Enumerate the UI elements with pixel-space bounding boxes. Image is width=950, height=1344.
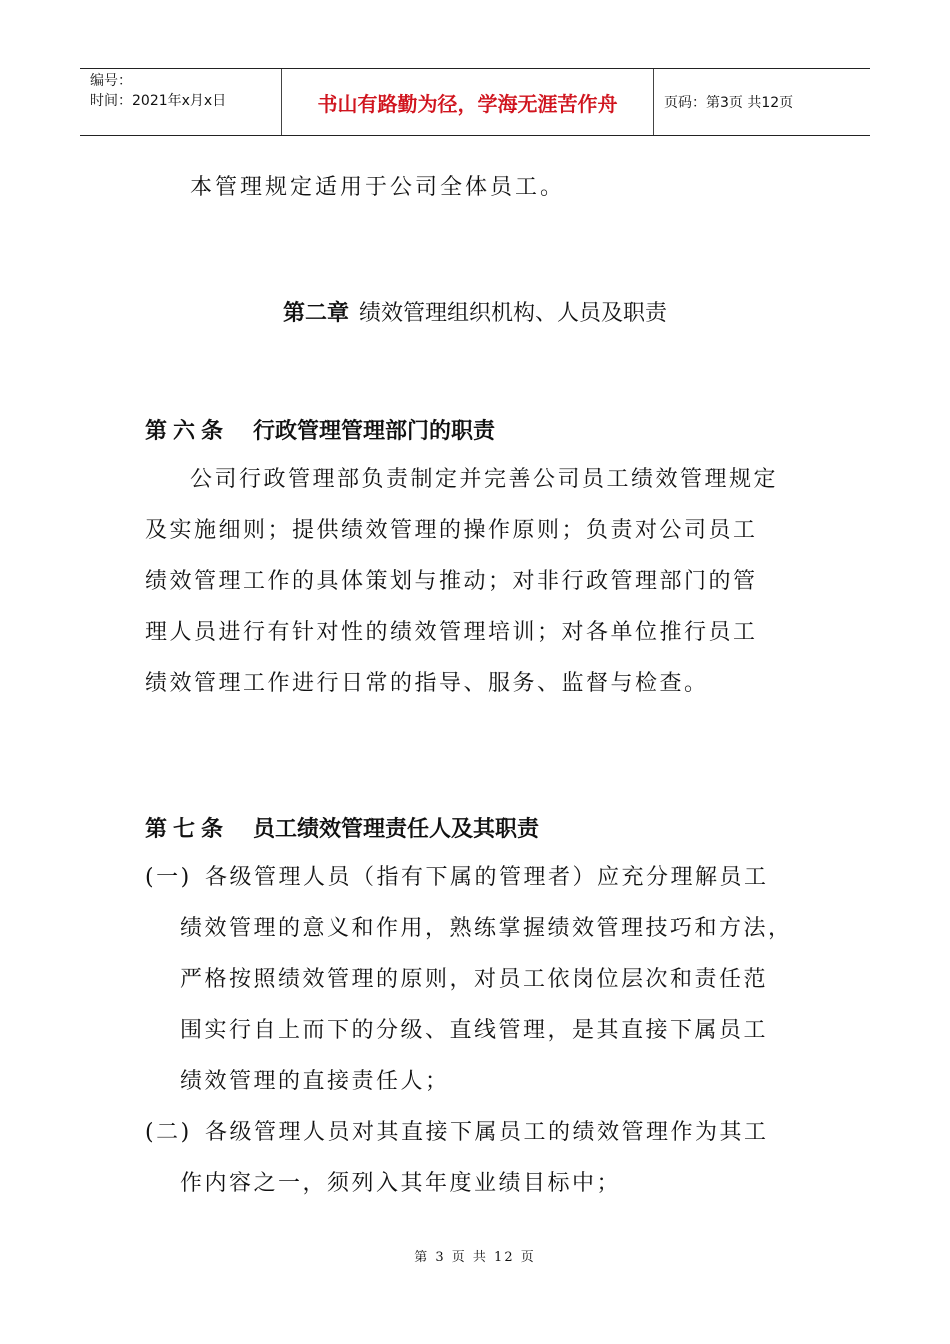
article-7-label: 第七条 (145, 817, 230, 842)
header-table (80, 68, 870, 136)
chapter-title: 绩效管理组织机构、人员及职责 (359, 301, 668, 326)
item-text: 各级管理人员（指有下属的管理者）应充分理解员工 (205, 865, 769, 890)
article-7-body (145, 852, 825, 1209)
article-6-line: 理人员进行有针对性的绩效管理培训；对各单位推行员工 (145, 620, 758, 645)
article-6-label: 第六条 (145, 419, 230, 444)
article-6-title: 行政管理管理部门的职责 (253, 419, 496, 444)
item-number: (二) (145, 1120, 192, 1145)
article-6-line: 绩效管理工作进行日常的指导、服务、监督与检查。 (145, 671, 709, 696)
article-7-title: 员工绩效管理责任人及其职责 (253, 817, 540, 842)
article-7-item-1-line: 严格按照绩效管理的原则，对员工依岗位层次和责任范 (180, 967, 769, 992)
header-page-info: 页码：第3页 共12页 (664, 95, 794, 111)
article-6-line: 绩效管理工作的具体策划与推动；对非行政管理部门的管 (145, 569, 758, 594)
article-7-item-1-line: 绩效管理的意义和作用，熟练掌握绩效管理技巧和方法， (180, 916, 793, 941)
header-motto: 书山有路勤为径，学海无涯苦作舟 (282, 69, 654, 135)
article-7-item-2-line: 作内容之一，须列入其年度业绩目标中； (180, 1171, 622, 1196)
document-number-label: 编号： (90, 73, 132, 89)
article-7-heading (145, 812, 539, 843)
article-7-item-1-first-line (145, 852, 825, 903)
article-6-line: 及实施细则；提供绩效管理的操作原则；负责对公司员工 (145, 518, 758, 543)
page-footer: 第 3 页 共 12 页 (414, 1250, 536, 1265)
item-text: 各级管理人员对其直接下属员工的绩效管理作为其工 (205, 1120, 769, 1145)
document-date: 时间：2021年x月x日 (90, 93, 227, 109)
article-6-heading (145, 414, 495, 445)
intro-paragraph: 本管理规定适用于公司全体员工。 (190, 175, 566, 200)
chapter-label: 第二章 (282, 301, 349, 326)
item-number: (一) (145, 865, 192, 890)
article-7-item-1-line: 围实行自上而下的分级、直线管理，是其直接下属员工 (180, 1018, 769, 1043)
article-6-body (145, 454, 825, 709)
article-6-line: 公司行政管理部负责制定并完善公司员工绩效管理规定 (190, 467, 779, 492)
article-7-item-2-first-line (145, 1107, 825, 1158)
chapter-heading (0, 296, 950, 327)
article-7-item-1-line: 绩效管理的直接责任人； (180, 1069, 450, 1094)
header-meta-cell (80, 69, 282, 135)
